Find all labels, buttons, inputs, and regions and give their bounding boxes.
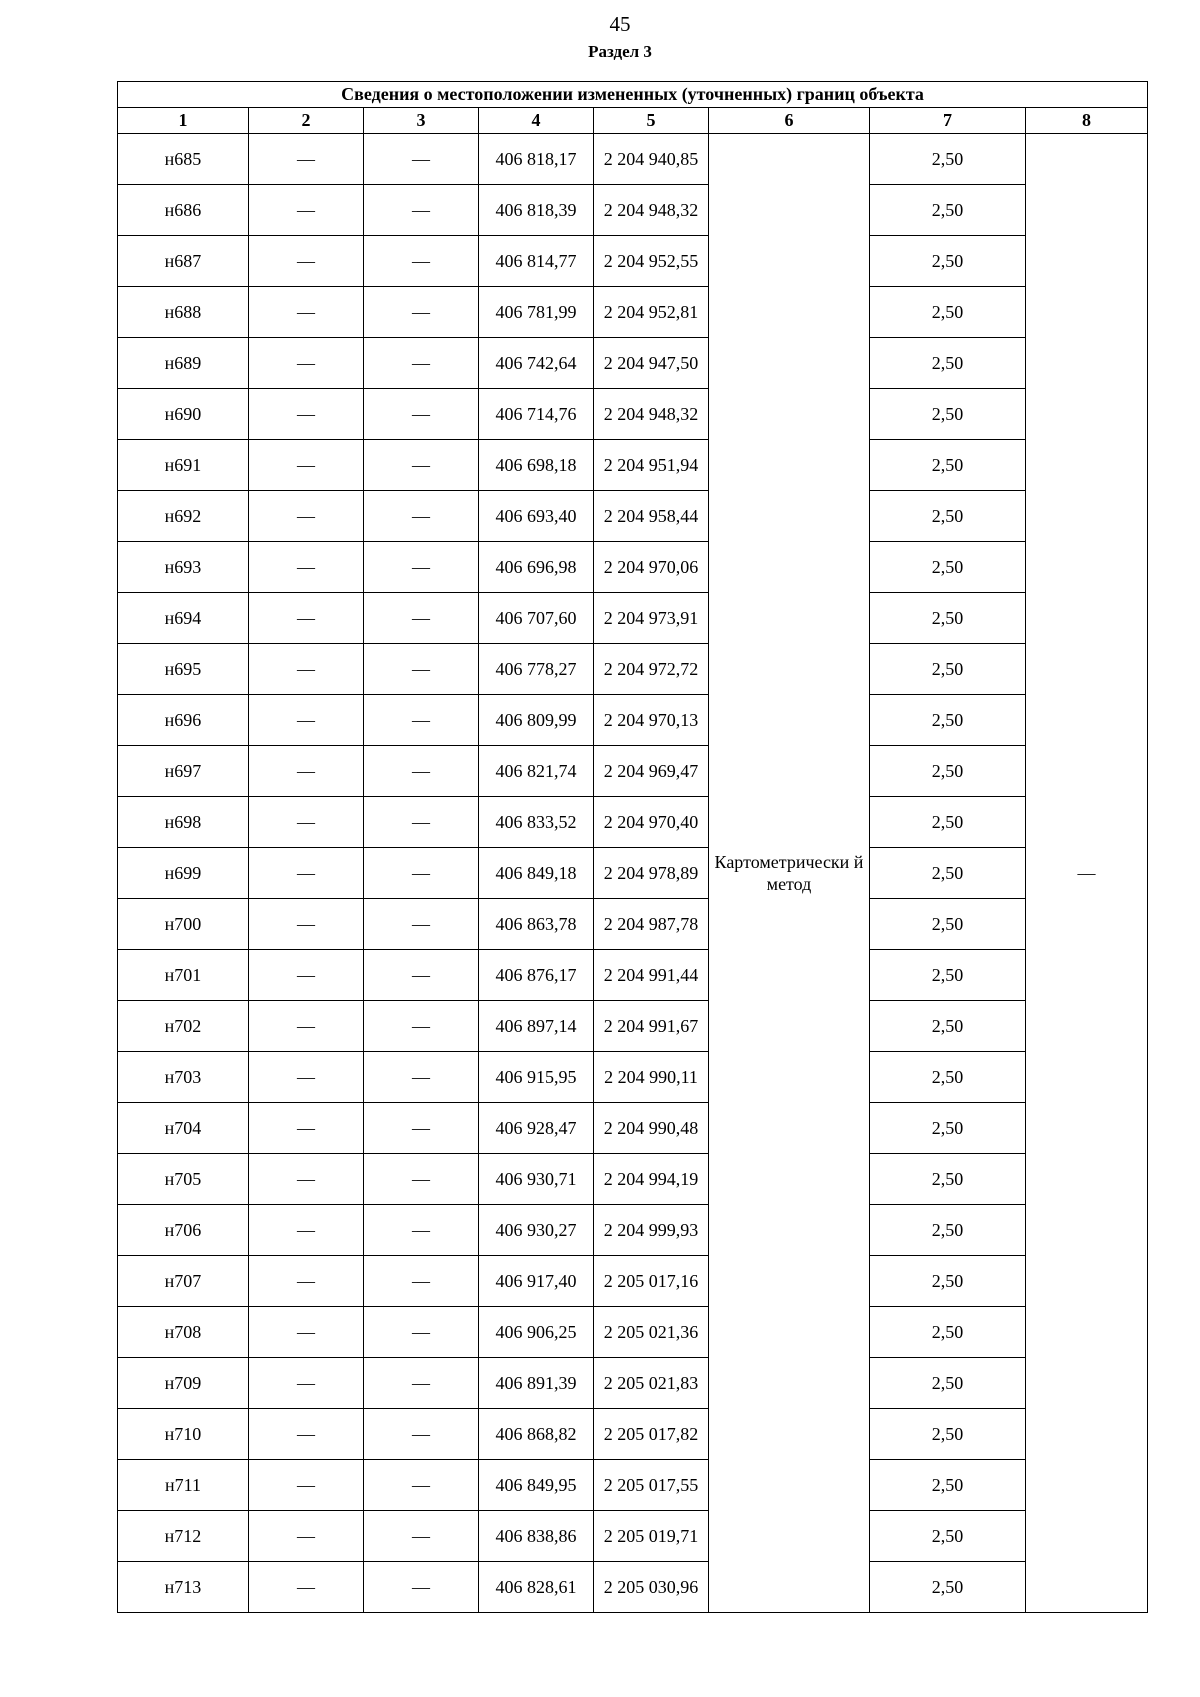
- col3-cell: —: [364, 950, 479, 1001]
- col3-cell: —: [364, 236, 479, 287]
- coordinates-table: [117, 81, 1148, 1613]
- point-cell: н695: [118, 644, 249, 695]
- x-coordinate-cell: 406 917,40: [479, 1256, 594, 1307]
- col2-cell: —: [249, 1511, 364, 1562]
- y-coordinate-cell: 2 204 973,91: [594, 593, 709, 644]
- table-row: [118, 1460, 1148, 1511]
- x-coordinate-cell: 406 868,82: [479, 1409, 594, 1460]
- table-row: [118, 899, 1148, 950]
- y-coordinate-cell: 2 204 994,19: [594, 1154, 709, 1205]
- table-row: [118, 1409, 1148, 1460]
- y-coordinate-cell: 2 204 999,93: [594, 1205, 709, 1256]
- col2-cell: —: [249, 1307, 364, 1358]
- col2-cell: —: [249, 1460, 364, 1511]
- y-coordinate-cell: 2 204 987,78: [594, 899, 709, 950]
- y-coordinate-cell: 2 204 991,44: [594, 950, 709, 1001]
- precision-cell: 2,50: [870, 797, 1026, 848]
- y-coordinate-cell: 2 204 970,06: [594, 542, 709, 593]
- precision-cell: 2,50: [870, 1307, 1026, 1358]
- col3-cell: —: [364, 440, 479, 491]
- column-header: 8: [1026, 108, 1148, 134]
- x-coordinate-cell: 406 809,99: [479, 695, 594, 746]
- col2-cell: —: [249, 797, 364, 848]
- y-coordinate-cell: 2 205 017,82: [594, 1409, 709, 1460]
- x-coordinate-cell: 406 838,86: [479, 1511, 594, 1562]
- col3-cell: —: [364, 1256, 479, 1307]
- point-cell: н712: [118, 1511, 249, 1562]
- x-coordinate-cell: 406 930,27: [479, 1205, 594, 1256]
- y-coordinate-cell: 2 204 970,40: [594, 797, 709, 848]
- y-coordinate-cell: 2 204 948,32: [594, 389, 709, 440]
- x-coordinate-cell: 406 778,27: [479, 644, 594, 695]
- precision-cell: 2,50: [870, 542, 1026, 593]
- col2-cell: —: [249, 1409, 364, 1460]
- col3-cell: —: [364, 644, 479, 695]
- point-cell: н710: [118, 1409, 249, 1460]
- column-header: 1: [118, 108, 249, 134]
- col3-cell: —: [364, 338, 479, 389]
- point-cell: н701: [118, 950, 249, 1001]
- precision-cell: 2,50: [870, 1154, 1026, 1205]
- col3-cell: —: [364, 1460, 479, 1511]
- col2-cell: —: [249, 1205, 364, 1256]
- point-cell: н687: [118, 236, 249, 287]
- column-header: 4: [479, 108, 594, 134]
- table-row: [118, 848, 1148, 899]
- col3-cell: —: [364, 287, 479, 338]
- table-row: [118, 542, 1148, 593]
- point-cell: н698: [118, 797, 249, 848]
- y-coordinate-cell: 2 204 958,44: [594, 491, 709, 542]
- x-coordinate-cell: 406 863,78: [479, 899, 594, 950]
- y-coordinate-cell: 2 205 017,55: [594, 1460, 709, 1511]
- col3-cell: —: [364, 491, 479, 542]
- column-header: 6: [709, 108, 870, 134]
- table-row: [118, 950, 1148, 1001]
- table-row: [118, 1052, 1148, 1103]
- table-body: [118, 134, 1148, 1613]
- point-cell: н686: [118, 185, 249, 236]
- col3-cell: —: [364, 1562, 479, 1613]
- x-coordinate-cell: 406 814,77: [479, 236, 594, 287]
- table-row: [118, 491, 1148, 542]
- point-cell: н706: [118, 1205, 249, 1256]
- table-caption: Сведения о местоположении измененных (уточненных) границ объекта: [118, 82, 1148, 108]
- col3-cell: —: [364, 542, 479, 593]
- y-coordinate-cell: 2 204 991,67: [594, 1001, 709, 1052]
- y-coordinate-cell: 2 204 947,50: [594, 338, 709, 389]
- col3-cell: —: [364, 134, 479, 185]
- table-row: [118, 644, 1148, 695]
- point-cell: н707: [118, 1256, 249, 1307]
- precision-cell: 2,50: [870, 1001, 1026, 1052]
- col2-cell: —: [249, 236, 364, 287]
- point-cell: н689: [118, 338, 249, 389]
- col2-cell: —: [249, 1358, 364, 1409]
- col3-cell: —: [364, 1307, 479, 1358]
- col2-cell: —: [249, 491, 364, 542]
- table-row: [118, 1205, 1148, 1256]
- precision-cell: 2,50: [870, 1358, 1026, 1409]
- point-cell: н696: [118, 695, 249, 746]
- x-coordinate-cell: 406 781,99: [479, 287, 594, 338]
- precision-cell: 2,50: [870, 491, 1026, 542]
- point-cell: н703: [118, 1052, 249, 1103]
- table-row: [118, 797, 1148, 848]
- col2-cell: —: [249, 644, 364, 695]
- col2-cell: —: [249, 389, 364, 440]
- precision-cell: 2,50: [870, 593, 1026, 644]
- table-row: [118, 185, 1148, 236]
- y-coordinate-cell: 2 204 940,85: [594, 134, 709, 185]
- y-coordinate-cell: 2 204 990,48: [594, 1103, 709, 1154]
- x-coordinate-cell: 406 906,25: [479, 1307, 594, 1358]
- x-coordinate-cell: 406 876,17: [479, 950, 594, 1001]
- table-row: [118, 1307, 1148, 1358]
- point-cell: н692: [118, 491, 249, 542]
- point-cell: н713: [118, 1562, 249, 1613]
- col2-cell: —: [249, 746, 364, 797]
- col3-cell: —: [364, 797, 479, 848]
- col3-cell: —: [364, 1358, 479, 1409]
- precision-cell: 2,50: [870, 1460, 1026, 1511]
- col3-cell: —: [364, 593, 479, 644]
- col2-cell: —: [249, 1256, 364, 1307]
- y-coordinate-cell: 2 205 019,71: [594, 1511, 709, 1562]
- y-coordinate-cell: 2 204 952,55: [594, 236, 709, 287]
- col2-cell: —: [249, 593, 364, 644]
- y-coordinate-cell: 2 205 021,83: [594, 1358, 709, 1409]
- precision-cell: 2,50: [870, 899, 1026, 950]
- col3-cell: —: [364, 1205, 479, 1256]
- x-coordinate-cell: 406 833,52: [479, 797, 594, 848]
- precision-cell: 2,50: [870, 134, 1026, 185]
- col2-cell: —: [249, 1103, 364, 1154]
- col3-cell: —: [364, 389, 479, 440]
- point-cell: н702: [118, 1001, 249, 1052]
- col3-cell: —: [364, 1103, 479, 1154]
- precision-cell: 2,50: [870, 848, 1026, 899]
- x-coordinate-cell: 406 698,18: [479, 440, 594, 491]
- col8-cell: —: [1026, 134, 1148, 1613]
- col3-cell: —: [364, 1001, 479, 1052]
- table-row: [118, 695, 1148, 746]
- x-coordinate-cell: 406 818,17: [479, 134, 594, 185]
- precision-cell: 2,50: [870, 236, 1026, 287]
- precision-cell: 2,50: [870, 644, 1026, 695]
- col3-cell: —: [364, 899, 479, 950]
- col3-cell: —: [364, 185, 479, 236]
- x-coordinate-cell: 406 707,60: [479, 593, 594, 644]
- table-row: [118, 389, 1148, 440]
- point-cell: н709: [118, 1358, 249, 1409]
- precision-cell: 2,50: [870, 440, 1026, 491]
- table-row: [118, 338, 1148, 389]
- col3-cell: —: [364, 1511, 479, 1562]
- y-coordinate-cell: 2 204 990,11: [594, 1052, 709, 1103]
- precision-cell: 2,50: [870, 1562, 1026, 1613]
- x-coordinate-cell: 406 891,39: [479, 1358, 594, 1409]
- y-coordinate-cell: 2 205 021,36: [594, 1307, 709, 1358]
- column-header: 7: [870, 108, 1026, 134]
- y-coordinate-cell: 2 204 970,13: [594, 695, 709, 746]
- y-coordinate-cell: 2 204 948,32: [594, 185, 709, 236]
- col3-cell: —: [364, 1052, 479, 1103]
- x-coordinate-cell: 406 928,47: [479, 1103, 594, 1154]
- column-header: 2: [249, 108, 364, 134]
- x-coordinate-cell: 406 818,39: [479, 185, 594, 236]
- point-cell: н704: [118, 1103, 249, 1154]
- x-coordinate-cell: 406 849,95: [479, 1460, 594, 1511]
- column-header-row: [118, 108, 1148, 134]
- precision-cell: 2,50: [870, 695, 1026, 746]
- col2-cell: —: [249, 440, 364, 491]
- point-cell: н699: [118, 848, 249, 899]
- precision-cell: 2,50: [870, 185, 1026, 236]
- col3-cell: —: [364, 1409, 479, 1460]
- col2-cell: —: [249, 1001, 364, 1052]
- precision-cell: 2,50: [870, 1409, 1026, 1460]
- x-coordinate-cell: 406 821,74: [479, 746, 594, 797]
- table-row: [118, 1103, 1148, 1154]
- precision-cell: 2,50: [870, 389, 1026, 440]
- precision-cell: 2,50: [870, 338, 1026, 389]
- precision-cell: 2,50: [870, 1256, 1026, 1307]
- point-cell: н690: [118, 389, 249, 440]
- table-row: [118, 134, 1148, 185]
- y-coordinate-cell: 2 204 969,47: [594, 746, 709, 797]
- x-coordinate-cell: 406 915,95: [479, 1052, 594, 1103]
- x-coordinate-cell: 406 696,98: [479, 542, 594, 593]
- x-coordinate-cell: 406 742,64: [479, 338, 594, 389]
- table-row: [118, 1358, 1148, 1409]
- point-cell: н693: [118, 542, 249, 593]
- col2-cell: —: [249, 338, 364, 389]
- col2-cell: —: [249, 848, 364, 899]
- column-header: 3: [364, 108, 479, 134]
- table-row: [118, 593, 1148, 644]
- y-coordinate-cell: 2 204 952,81: [594, 287, 709, 338]
- col3-cell: —: [364, 746, 479, 797]
- col3-cell: —: [364, 1154, 479, 1205]
- point-cell: н697: [118, 746, 249, 797]
- point-cell: н708: [118, 1307, 249, 1358]
- y-coordinate-cell: 2 204 972,72: [594, 644, 709, 695]
- x-coordinate-cell: 406 693,40: [479, 491, 594, 542]
- table-row: [118, 1562, 1148, 1613]
- col2-cell: —: [249, 695, 364, 746]
- x-coordinate-cell: 406 897,14: [479, 1001, 594, 1052]
- x-coordinate-cell: 406 828,61: [479, 1562, 594, 1613]
- point-cell: н694: [118, 593, 249, 644]
- table-row: [118, 236, 1148, 287]
- col2-cell: —: [249, 899, 364, 950]
- y-coordinate-cell: 2 204 951,94: [594, 440, 709, 491]
- x-coordinate-cell: 406 714,76: [479, 389, 594, 440]
- table-row: [118, 1256, 1148, 1307]
- col3-cell: —: [364, 695, 479, 746]
- table-row: [118, 1511, 1148, 1562]
- col2-cell: —: [249, 1154, 364, 1205]
- point-cell: н685: [118, 134, 249, 185]
- col2-cell: —: [249, 185, 364, 236]
- col2-cell: —: [249, 542, 364, 593]
- col2-cell: —: [249, 950, 364, 1001]
- section-title: Раздел 3: [588, 42, 652, 61]
- precision-cell: 2,50: [870, 1511, 1026, 1562]
- col2-cell: —: [249, 1052, 364, 1103]
- point-cell: н705: [118, 1154, 249, 1205]
- table-row: [118, 1001, 1148, 1052]
- table-row: [118, 746, 1148, 797]
- y-coordinate-cell: 2 205 017,16: [594, 1256, 709, 1307]
- method-cell: Картометрически й метод: [709, 134, 870, 1613]
- table-row: [118, 1154, 1148, 1205]
- col3-cell: —: [364, 848, 479, 899]
- precision-cell: 2,50: [870, 287, 1026, 338]
- point-cell: н691: [118, 440, 249, 491]
- x-coordinate-cell: 406 849,18: [479, 848, 594, 899]
- precision-cell: 2,50: [870, 1052, 1026, 1103]
- col2-cell: —: [249, 287, 364, 338]
- table-row: [118, 287, 1148, 338]
- column-header: 5: [594, 108, 709, 134]
- precision-cell: 2,50: [870, 1205, 1026, 1256]
- x-coordinate-cell: 406 930,71: [479, 1154, 594, 1205]
- point-cell: н711: [118, 1460, 249, 1511]
- y-coordinate-cell: 2 205 030,96: [594, 1562, 709, 1613]
- page-number: 45: [609, 12, 631, 36]
- col2-cell: —: [249, 1562, 364, 1613]
- point-cell: н688: [118, 287, 249, 338]
- precision-cell: 2,50: [870, 950, 1026, 1001]
- precision-cell: 2,50: [870, 746, 1026, 797]
- col2-cell: —: [249, 134, 364, 185]
- point-cell: н700: [118, 899, 249, 950]
- y-coordinate-cell: 2 204 978,89: [594, 848, 709, 899]
- precision-cell: 2,50: [870, 1103, 1026, 1154]
- table-row: [118, 440, 1148, 491]
